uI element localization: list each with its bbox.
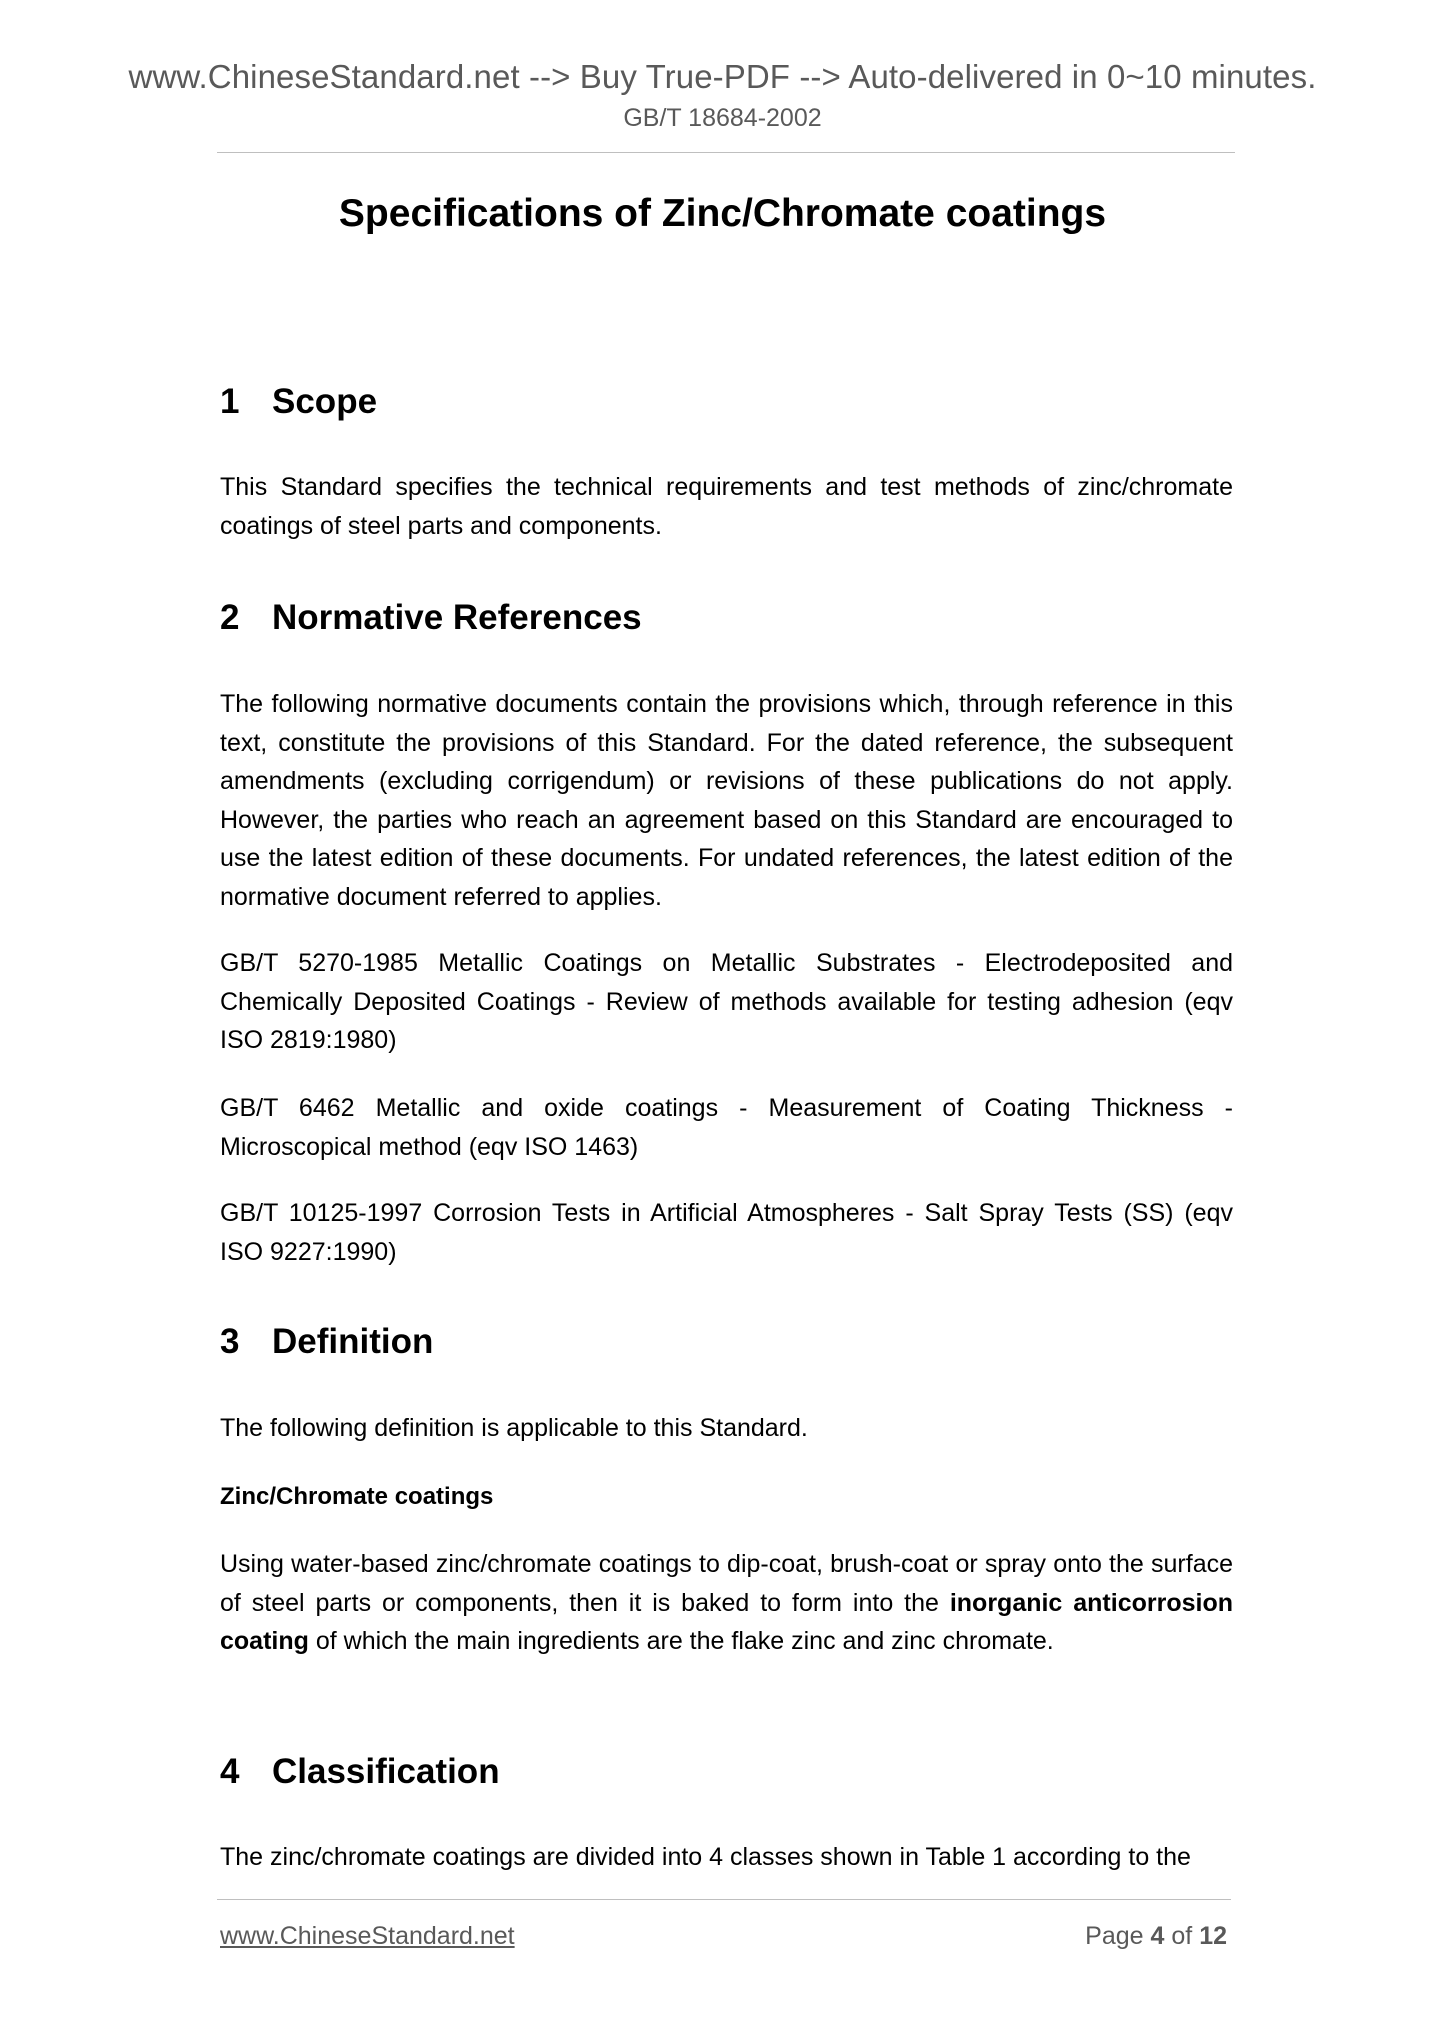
page-title: Specifications of Zinc/Chromate coatings	[338, 192, 1107, 235]
scope-paragraph: This Standard specifies the technical requirements and test methods of zinc/chromate coatings of steel parts and components.	[220, 473, 1233, 540]
reference-item: GB/T 6462 Metallic and oxide coatings - Measurement of Coating Thickness - Microscopical method (eqv ISO 1463)	[220, 1094, 1233, 1161]
definition-paragraph	[220, 1545, 1233, 1661]
section-heading-normative-references	[220, 598, 642, 638]
section-title: Classification	[272, 1752, 500, 1791]
header-divider	[217, 152, 1235, 153]
section-heading-scope	[220, 382, 377, 422]
page-total: 12	[1199, 1922, 1227, 1950]
standard-code: GB/T 18684-2002	[623, 104, 822, 132]
term-heading: Zinc/Chromate coatings	[220, 1483, 494, 1510]
section-number: 3	[220, 1322, 240, 1361]
section-title: Definition	[272, 1322, 434, 1361]
page-indicator	[1085, 1922, 1227, 1951]
footer-site-link[interactable]: www.ChineseStandard.net	[220, 1922, 515, 1950]
page-current: 4	[1150, 1922, 1165, 1950]
classification-paragraph: The zinc/chromate coatings are divided into 4 classes shown in Table 1 according to the	[220, 1843, 1191, 1871]
definition-emphasis: inorganic anticorrosion coating	[220, 1588, 1234, 1655]
normative-paragraph: The following normative documents contain the provisions which, through reference in this text, constitute the provisions of this Standard. For the dated reference, the subsequent amendments (excluding corrigendum) or revisions of these publications do not apply. However, the parties who reach an agreement based on this Standard are encouraged to use the latest edition of these documents. For undated references, the latest edition of the normative document referred to applies.	[220, 690, 1233, 911]
section-number: 2	[220, 598, 240, 637]
reference-item: GB/T 10125-1997 Corrosion Tests in Artificial Atmospheres - Salt Spray Tests (SS) (eqv ISO 9227:1990)	[220, 1199, 1233, 1266]
section-heading-definition	[220, 1322, 433, 1362]
section-title: Scope	[272, 382, 378, 421]
footer-divider	[217, 1899, 1231, 1900]
definition-intro: The following definition is applicable to this Standard.	[220, 1414, 808, 1442]
definition-text: Using water-based zinc/chromate coatings to dip-coat, brush-coat or spray onto the surface of steel parts or components, then it is baked to form into the	[220, 1550, 1233, 1617]
of-word: of	[1171, 1922, 1193, 1950]
definition-text: of which the main ingredients are the flake zinc and zinc chromate.	[308, 1627, 1054, 1655]
reference-item: GB/T 5270-1985 Metallic Coatings on Metallic Substrates - Electrodeposited and Chemically Deposited Coatings - Review of methods available for testing adhesion (eqv ISO 2819:1980)	[220, 949, 1233, 1054]
section-heading-classification	[220, 1752, 500, 1792]
page-word: Page	[1085, 1922, 1144, 1950]
section-number: 4	[220, 1752, 240, 1791]
header-banner: www.ChineseStandard.net --> Buy True-PDF --> Auto-delivered in 0~10 minutes.	[128, 58, 1317, 95]
section-title: Normative References	[272, 598, 642, 637]
section-number: 1	[220, 382, 240, 421]
